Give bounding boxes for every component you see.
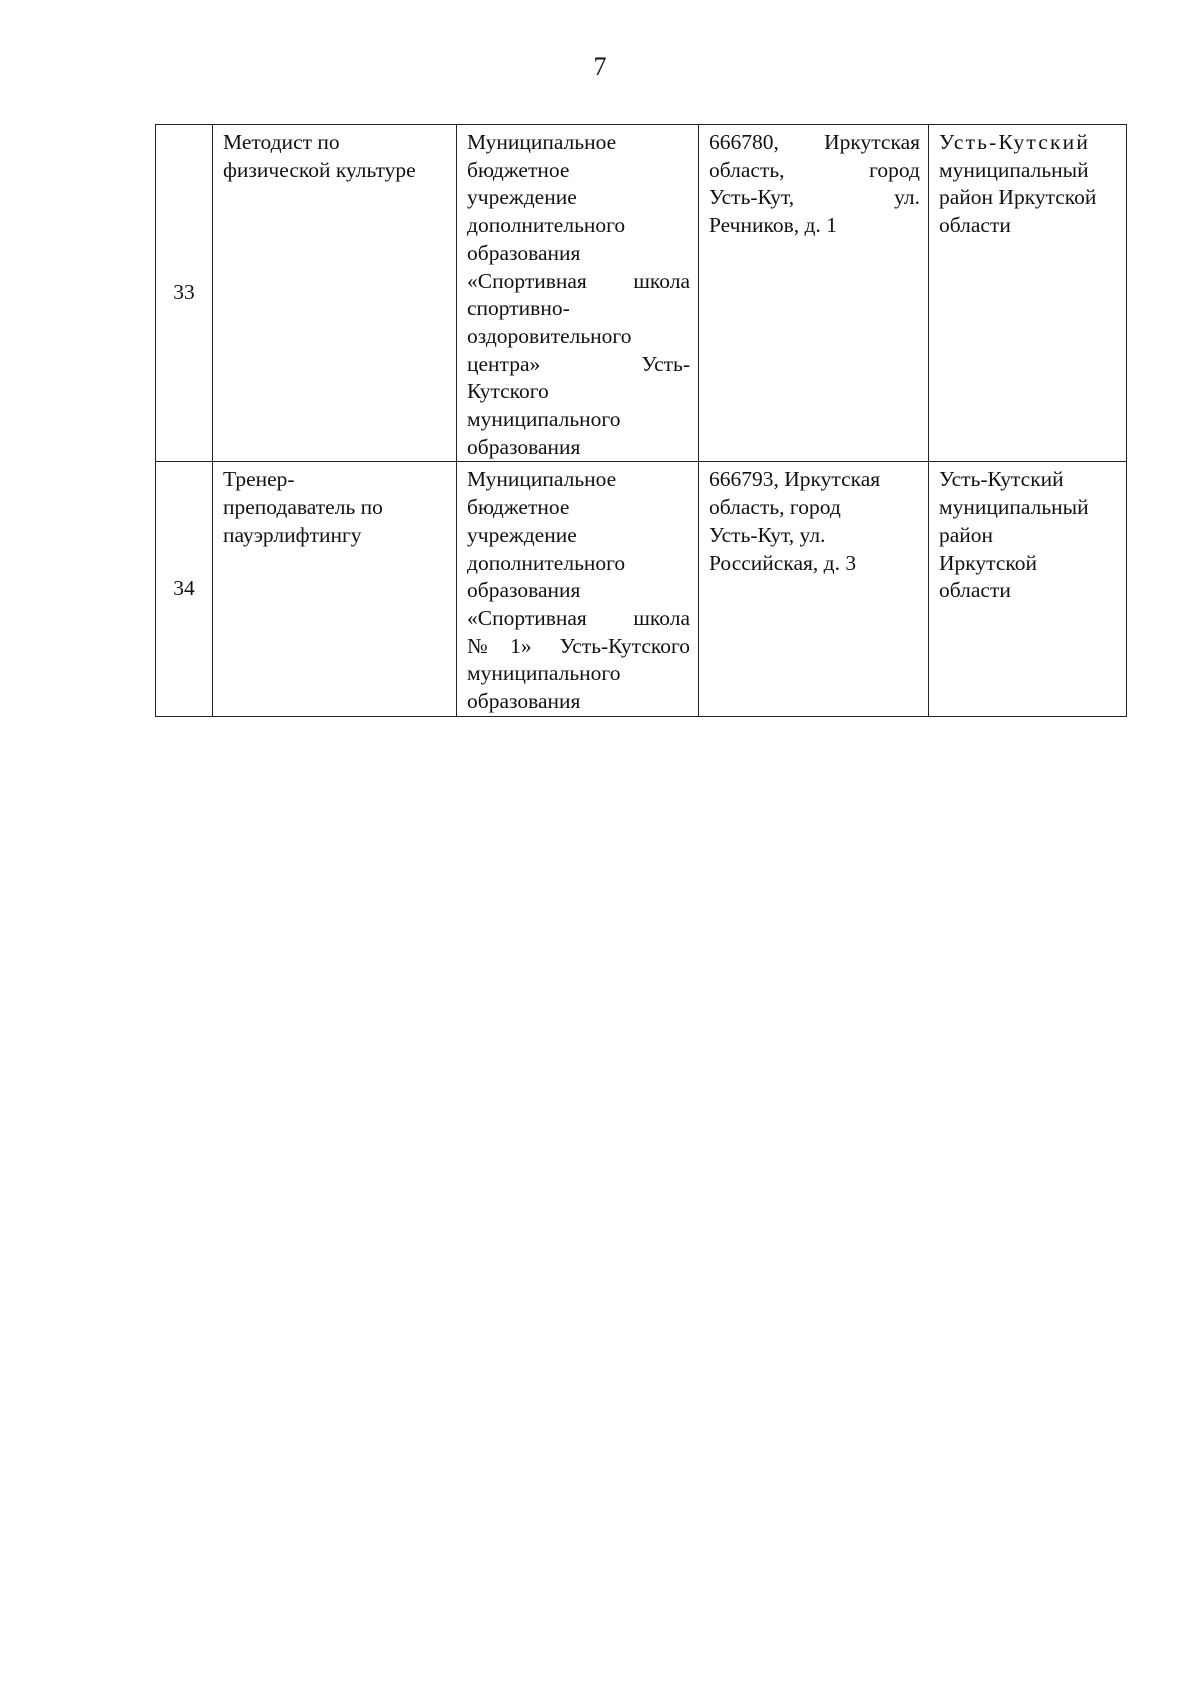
position-line: пауэрлифтингу — [223, 522, 362, 547]
organization-line: бюджетное — [467, 157, 570, 182]
organization-line: «Спортивная школа — [467, 268, 690, 293]
organization-cell — [457, 125, 699, 462]
organization-line: «Спортивная школа — [467, 605, 690, 630]
district-line: области — [939, 213, 1011, 238]
position-line: физической культуре — [223, 157, 416, 182]
organization-line: дополнительного — [467, 213, 626, 238]
organization-line: спортивно- — [467, 296, 570, 321]
row-number: 34 — [173, 576, 195, 601]
district-line: район Иркутской — [939, 185, 1097, 210]
district-line: Усть-Кутский — [939, 130, 1091, 154]
district-line: муниципальный — [939, 495, 1089, 520]
district-line: Усть-Кутский — [939, 467, 1064, 492]
organization-line: учреждение — [467, 185, 577, 210]
district-line: район — [939, 522, 994, 547]
row-number-cell — [156, 462, 213, 716]
table-row — [156, 125, 1127, 462]
page-number: 7 — [593, 52, 607, 81]
position-cell — [213, 125, 457, 462]
position-line: преподаватель по — [223, 495, 383, 520]
organization-line: бюджетное — [467, 495, 570, 520]
district-line: области — [939, 578, 1011, 603]
address-cell — [699, 125, 929, 462]
address-line: Усть-Кут, ул. — [709, 185, 920, 210]
position-cell — [213, 462, 457, 716]
organization-cell — [457, 462, 699, 716]
address-line: область, город — [709, 495, 841, 520]
address-line: 666780, Иркутская — [709, 130, 920, 154]
address-line: Речников, д. 1 — [709, 213, 837, 238]
district-cell — [929, 125, 1127, 462]
position-line: Методист по — [223, 130, 340, 154]
organization-line: дополнительного — [467, 550, 626, 575]
organization-line: образования — [467, 240, 581, 265]
table-row — [156, 462, 1127, 716]
registry-table — [155, 124, 1127, 717]
address-line: Российская, д. 3 — [709, 550, 857, 575]
organization-line: образования — [467, 578, 581, 603]
organization-line: Муниципальное — [467, 467, 617, 492]
address-line: Усть-Кут, ул. — [709, 522, 826, 547]
row-number: 33 — [173, 280, 195, 305]
organization-line: центра» Усть- — [467, 351, 690, 376]
district-cell — [929, 462, 1127, 716]
organization-line: образования — [467, 689, 581, 714]
district-line: Иркутской — [939, 550, 1037, 575]
organization-line: №1» Усть-Кутского — [467, 633, 690, 658]
address-cell — [699, 462, 929, 716]
organization-line: образования — [467, 434, 581, 459]
organization-line: Кутского — [467, 379, 549, 404]
organization-line: муниципального — [467, 661, 621, 686]
organization-line: муниципального — [467, 407, 621, 432]
organization-line: оздоровительного — [467, 323, 632, 348]
address-line: 666793, Иркутская — [709, 467, 881, 492]
position-line: Тренер- — [223, 467, 295, 492]
district-line: муниципальный — [939, 157, 1089, 182]
organization-line: Муниципальное — [467, 130, 617, 154]
address-line: область, город — [709, 157, 920, 182]
organization-line: учреждение — [467, 522, 577, 547]
row-number-cell — [156, 125, 213, 462]
